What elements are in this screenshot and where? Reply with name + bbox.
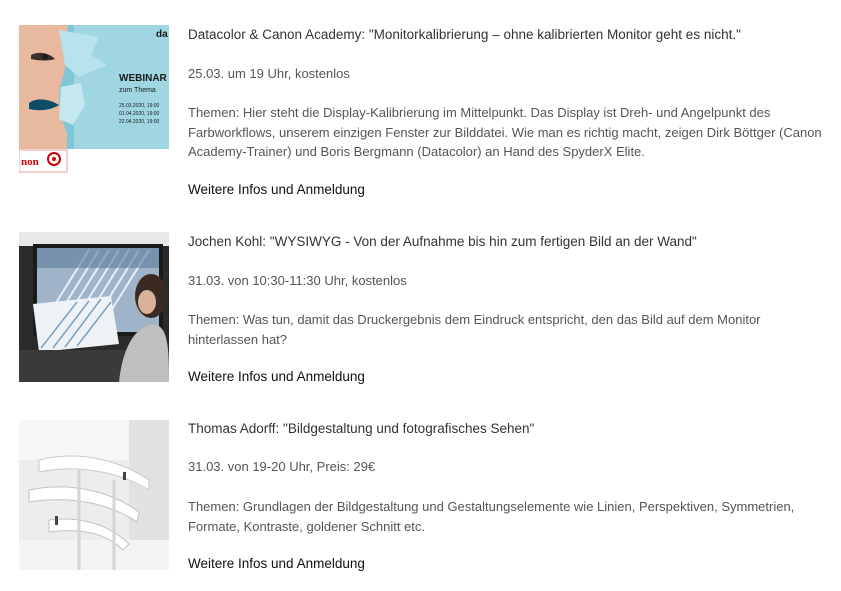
webinar-banner-image bbox=[19, 25, 169, 175]
event-3-description: Themen: Grundlagen der Bildgestaltung und Gestaltungselemente wie Linien, Perspektiven, Symmetrien, Formate, Kontraste, goldener Schnitt etc. bbox=[188, 499, 795, 534]
monitor-workspace-image bbox=[19, 232, 169, 382]
banner-date-1: 25.03.2020, 19:00 bbox=[119, 103, 160, 109]
event-2-title: Jochen Kohl: "WYSIWYG - Von der Aufnahme bis hin zum fertigen Bild an der Wand" bbox=[188, 234, 697, 249]
logo-text: da bbox=[156, 29, 168, 40]
event-3-more-link[interactable]: Weitere Infos und Anmeldung bbox=[188, 556, 365, 571]
event-2-more-link[interactable]: Weitere Infos und Anmeldung bbox=[188, 369, 365, 384]
banner-date-3: 22.04.2020, 19:00 bbox=[119, 119, 160, 125]
event-3-image[interactable] bbox=[19, 420, 169, 570]
staircase-architecture-image bbox=[19, 420, 169, 570]
event-2-content bbox=[188, 233, 828, 384]
event-3-date: 31.03. von 19-20 Uhr, Preis: 29€ bbox=[188, 459, 376, 474]
canon-logo-text: non bbox=[21, 156, 39, 168]
event-1-image[interactable] bbox=[19, 25, 169, 175]
event-1-title: Datacolor & Canon Academy: "Monitorkalibrierung – ohne kalibrierten Monitor geht es nicht." bbox=[188, 27, 741, 42]
event-1-content bbox=[188, 26, 828, 197]
event-3-content bbox=[188, 420, 828, 571]
banner-headline: WEBINAR bbox=[119, 73, 167, 84]
event-2-image[interactable] bbox=[19, 232, 169, 382]
event-2-description: Themen: Was tun, damit das Druckergebnis dem Eindruck entspricht, den das Bild auf dem Monitor hinterlassen hat? bbox=[188, 312, 761, 347]
event-2-date: 31.03. von 10:30-11:30 Uhr, kostenlos bbox=[188, 273, 407, 288]
event-1-description: Themen: Hier steht die Display-Kalibrierung im Mittelpunkt. Das Display ist Dreh- und Angelpunkt des Farbworkflows, unserem einzigen Fenster zur Bilddatei. Wie man es richtig macht, zeigen Dirk Böttger (Canon Academy-Trainer) und Boris Bergmann (Datacolor) an Hand des SpyderX Elite. bbox=[188, 105, 822, 159]
event-3-title: Thomas Adorff: "Bildgestaltung und fotografisches Sehen" bbox=[188, 421, 535, 436]
event-1-date: 25.03. um 19 Uhr, kostenlos bbox=[188, 66, 350, 81]
banner-subline: zum Thema bbox=[119, 87, 156, 94]
banner-date-2: 01.04.2020, 19:00 bbox=[119, 111, 160, 117]
event-1-more-link[interactable]: Weitere Infos und Anmeldung bbox=[188, 182, 365, 197]
